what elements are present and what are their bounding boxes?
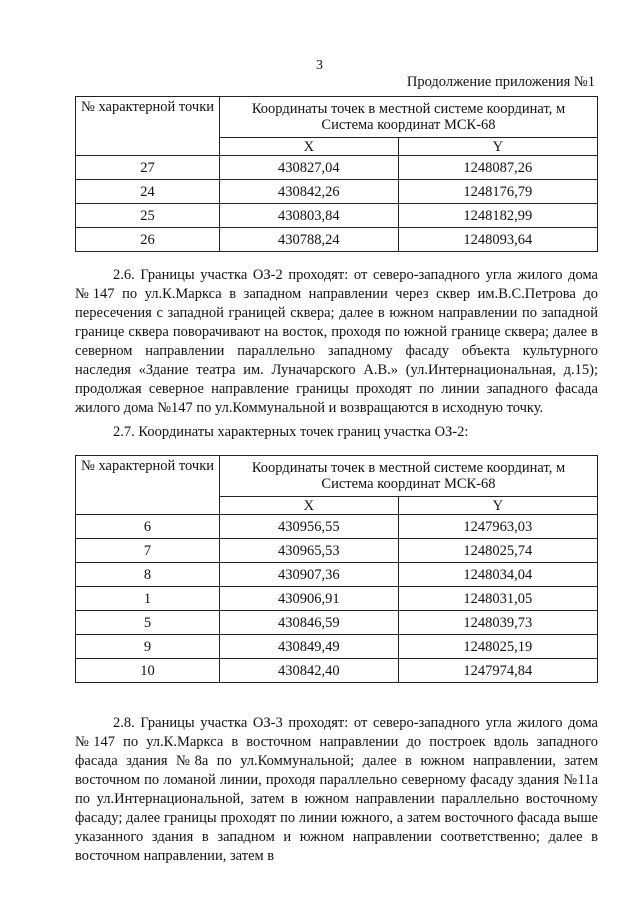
cell-y: 1248182,99 xyxy=(398,204,597,228)
cell-x: 430956,55 xyxy=(220,515,399,539)
cell-x: 430965,53 xyxy=(220,539,399,563)
cell-y: 1248093,64 xyxy=(398,228,597,252)
coordinates-table-oz1 xyxy=(75,96,598,252)
paragraph-2-6: 2.6. Границы участка ОЗ-2 проходят: от северо-западного угла жилого дома №147 по ул.К.Маркса в западном направлении через сквер им.В.С.Петрова до пересечения с западной границей сквера; далее в южном направлении по западной границе сквера поворачивают на восток, проходя по южной границе сквера; далее в северном направлении параллельно западному фасаду объекта культурного наследия «Здание театра им. Луначарского А.В.» (ул.Интернациональная, д.15); продолжая северное направление границы проходят по линии западного фасада жилого дома №147 по ул.Коммунальной и возвращаются в исходную точку. xyxy=(75,267,598,416)
cell-point: 5 xyxy=(76,611,220,635)
cell-point: 25 xyxy=(76,204,220,228)
cell-point: 26 xyxy=(76,228,220,252)
coordinates-header-line1: Координаты точек в местной системе координат, м xyxy=(251,101,566,117)
table-row xyxy=(76,659,598,683)
column-header-x: X xyxy=(220,497,399,515)
cell-x: 430803,84 xyxy=(220,204,399,228)
cell-y: 1248087,26 xyxy=(398,156,597,180)
table-row xyxy=(76,180,598,204)
cell-x: 430906,91 xyxy=(220,587,399,611)
table-row xyxy=(76,156,598,180)
cell-x: 430849,49 xyxy=(220,635,399,659)
cell-x: 430907,36 xyxy=(220,563,399,587)
cell-y: 1248034,04 xyxy=(398,563,597,587)
column-header-coordinates xyxy=(220,456,598,497)
column-header-point: № характерной точки xyxy=(76,97,220,156)
column-header-coordinates xyxy=(220,97,598,138)
coordinates-header-line2: Система координат МСК-68 xyxy=(321,117,496,133)
continuation-note: Продолжение приложения №1 xyxy=(406,74,595,90)
table-row xyxy=(76,539,598,563)
table-row xyxy=(76,563,598,587)
table-header-row xyxy=(76,97,598,138)
cell-y: 1248039,73 xyxy=(398,611,597,635)
cell-y: 1247974,84 xyxy=(398,659,597,683)
cell-y: 1248025,19 xyxy=(398,635,597,659)
cell-x: 430842,26 xyxy=(220,180,399,204)
coordinates-table-oz2 xyxy=(75,455,598,683)
column-header-point: № характерной точки xyxy=(76,456,220,515)
table-header-row xyxy=(76,456,598,497)
cell-x: 430842,40 xyxy=(220,659,399,683)
cell-point: 27 xyxy=(76,156,220,180)
cell-x: 430827,04 xyxy=(220,156,399,180)
table-row xyxy=(76,228,598,252)
cell-point: 8 xyxy=(76,563,220,587)
column-header-y: Y xyxy=(398,497,597,515)
cell-y: 1248031,05 xyxy=(398,587,597,611)
cell-x: 430788,24 xyxy=(220,228,399,252)
table-row xyxy=(76,204,598,228)
table-row xyxy=(76,635,598,659)
cell-x: 430846,59 xyxy=(220,611,399,635)
column-header-x: X xyxy=(220,138,399,156)
coordinates-header-line2: Система координат МСК-68 xyxy=(321,476,496,492)
cell-point: 9 xyxy=(76,635,220,659)
cell-point: 6 xyxy=(76,515,220,539)
cell-point: 24 xyxy=(76,180,220,204)
coordinates-header-line1: Координаты точек в местной системе координат, м xyxy=(251,460,566,476)
table-row xyxy=(76,515,598,539)
cell-y: 1248176,79 xyxy=(398,180,597,204)
cell-point: 7 xyxy=(76,539,220,563)
table-row xyxy=(76,611,598,635)
column-header-y: Y xyxy=(398,138,597,156)
page-number: 3 xyxy=(316,58,323,73)
paragraph-2-7: 2.7. Координаты характерных точек границ участка ОЗ-2: xyxy=(113,424,469,440)
table-row xyxy=(76,587,598,611)
paragraph-2-8: 2.8. Границы участка ОЗ-3 проходят: от северо-западного угла жилого дома №147 по ул.К.Маркса в восточном направлении до построек вдоль западного фасада здания №8а по ул.Коммунальной; далее в южном направлении, затем восточном по ломаной линии, проходя параллельно северному фасаду здания №11а по ул.Интернациональной, затем в южном направлении параллельно восточному фасаду; далее границы проходят по линии южного, а затем восточного фасада выше указанного здания в западном и южном направлении соответственно; далее в восточном направлении, затем в xyxy=(75,715,598,864)
cell-y: 1247963,03 xyxy=(398,515,597,539)
cell-point: 1 xyxy=(76,587,220,611)
cell-point: 10 xyxy=(76,659,220,683)
cell-y: 1248025,74 xyxy=(398,539,597,563)
